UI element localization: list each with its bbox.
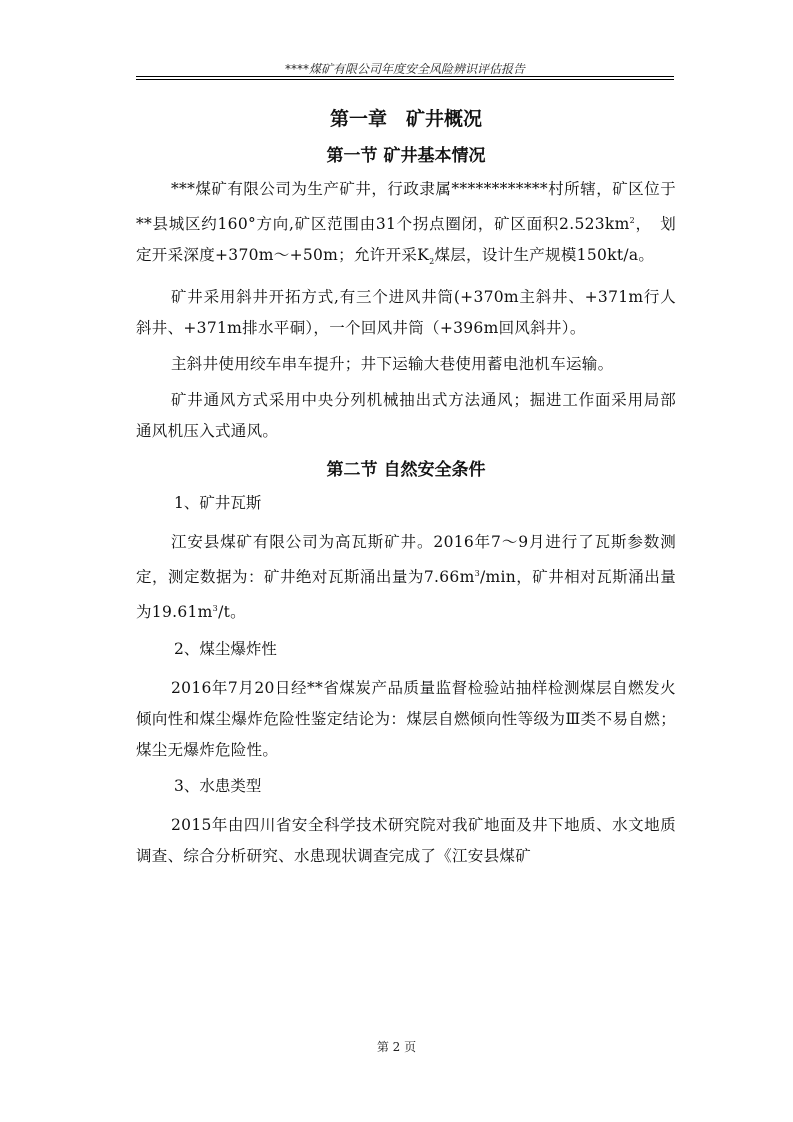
gas-text-a: 江安县煤矿有限公司为高瓦斯矿井。2016年7～9月进行了瓦斯参数测定，测定数据为：矿井绝对瓦斯涌出量为7.66m: [136, 533, 676, 587]
paragraph-mine-overview: [136, 174, 676, 277]
section-2-title: 第二节 自然安全条件: [326, 460, 486, 481]
page-content: [136, 100, 676, 877]
heading-water-hazard: 3、水患类型: [174, 776, 262, 795]
overview-text-a: ***煤矿有限公司为生产矿井，行政隶属************村所辖，矿区位于**县城区约160°方向,矿区范围由31个拐点圈闭，矿区面积2.523km: [136, 180, 676, 234]
gas-superscript-a: 3: [474, 569, 480, 579]
gas-text-c: /t。: [218, 603, 246, 622]
paragraph-water-hazard: 2015年由四川省安全科学技术研究院对我矿地面及井下地质、水文地质调查、综合分析研究、水患现状调查完成了《江安县煤矿: [136, 815, 676, 865]
chapter-title: 第一章 矿井概况: [329, 108, 482, 130]
page-number: 第 2 页: [376, 1040, 417, 1054]
seam-subscript: 2: [429, 257, 435, 267]
header-rule: [136, 76, 674, 80]
heading-coal-dust: 2、煤尘爆炸性: [174, 639, 277, 658]
running-header: ****煤矿有限公司年度安全风险辨识评估报告: [284, 62, 525, 76]
overview-text-b: ， 划定开采深度+370m～+50m；允许开采K: [136, 215, 676, 265]
paragraph-gas: [136, 527, 676, 628]
section-1-title: 第一节 矿井基本情况: [326, 146, 486, 166]
heading-gas: 1、矿井瓦斯: [174, 494, 262, 513]
gas-text-b: /min，矿井相对瓦斯涌出量为19.61m: [136, 568, 676, 622]
paragraph-ventilation: 矿井通风方式采用中央分列机械抽出式方法通风；掘进工作面采用局部通风机压入式通风。: [136, 391, 676, 441]
gas-superscript-b: 3: [212, 604, 219, 614]
paragraph-coal-dust: 2016年7月20日经**省煤炭产品质量监督检验站抽样检测煤层自燃发火倾向性和煤尘爆炸危险性鉴定结论为：煤层自燃倾向性等级为Ⅲ类不易自燃；煤尘无爆炸危险性。: [136, 678, 676, 759]
overview-text-c: 煤层，设计生产规模150kt/a。: [434, 246, 655, 265]
paragraph-development: 矿井采用斜井开拓方式,有三个进风井筒(+370m主斜井、+371m行人斜井、+371m排水平硐），一个回风井筒（+396m回风斜井）。: [136, 288, 676, 338]
paragraph-transport: 主斜井使用绞车串车提升；井下运输大巷使用蓄电池机车运输。: [171, 355, 614, 374]
area-superscript: 2: [629, 216, 636, 225]
